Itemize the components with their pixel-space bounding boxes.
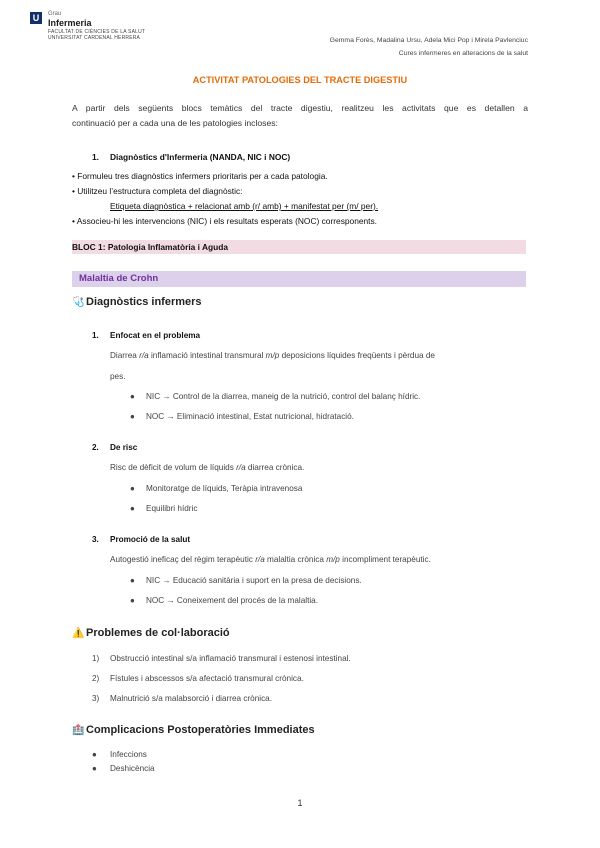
header-course: Cures infermeres en alteracions de la salut — [398, 50, 528, 57]
stethoscope-icon: 🩺 — [72, 297, 85, 308]
diagnostics-heading — [72, 296, 202, 308]
problem-item-1 — [92, 654, 351, 663]
hospital-icon: 🏥 — [72, 725, 85, 736]
diag2-text-b: diarrea crònica. — [245, 463, 305, 472]
problem-item-3 — [92, 694, 272, 703]
diag1-noc-text: NOC → Eliminació intestinal, Estat nutricional, hidratació. — [146, 412, 354, 421]
diag1-text — [110, 351, 435, 360]
diag3-mp: m/p — [326, 555, 340, 564]
complication-2-text: Deshicència — [110, 764, 155, 773]
diag2-item-1: ● Monitoratge de líquids, Teràpia intravenosa — [130, 484, 303, 493]
warning-icon: ⚠️ — [72, 628, 85, 639]
diag3-nic-text: NIC → Educació sanitària i suport en la presa de decisions. — [146, 576, 362, 585]
disease-title: Malaltia de Crohn — [79, 273, 159, 284]
problems-heading-text: Problemes de col·laboració — [86, 627, 230, 639]
task-bullet-2: • Utilitzeu l’estructura completa del diagnòstic: — [72, 186, 243, 196]
diag1-heading — [92, 331, 200, 340]
diag3-title: Promoció de la salut — [110, 535, 191, 544]
logo-line1: Grau — [48, 11, 62, 17]
complications-heading-text: Complicacions Postoperatòries Immediates — [86, 724, 315, 736]
diag2-ra: r/a — [236, 463, 246, 472]
disease-heading — [72, 271, 526, 287]
diag1-text-b: inflamació intestinal transmural — [148, 351, 266, 360]
problem-1-num: 1) — [92, 654, 100, 663]
diag1-mp: m/p — [265, 351, 280, 360]
diag1-noc: ● NOC → Eliminació intestinal, Estat nutricional, hidratació. — [130, 412, 354, 421]
diagnostics-heading-text: Diagnòstics infermers — [86, 296, 202, 308]
task-heading-text: Diagnòstics d'Infermeria (NANDA, NIC i NOC) — [110, 152, 291, 162]
task-number: 1. — [92, 152, 99, 162]
problem-1-text: Obstrucció intestinal s/a inflamació transmural i estenosi intestinal. — [110, 654, 351, 663]
task-bullet-3: • Associeu-hi les intervencions (NIC) i els resultats esperats (NOC) corresponents. — [72, 216, 378, 226]
complication-item-1: ● Infeccions — [92, 750, 147, 759]
task-formula: Etiqueta diagnòstica + relacionat amb (r/ amb) + manifestat per (m/ per). — [110, 201, 379, 211]
university-logo: U — [30, 12, 42, 24]
logo-line3: FACULTAT DE CIÈNCIES DE LA SALUT — [48, 29, 146, 35]
intro-line1: A partir dels següents blocs temàtics del tracte digestiu, realitzeu les activitats que es detallen a — [72, 103, 528, 113]
diag3-text — [110, 555, 431, 564]
diag2-item-2-text: Equilibri hídric — [146, 504, 198, 513]
bloc-heading: BLOC 1: Patologia Inflamatòria i Aguda — [72, 240, 526, 254]
diag1-nic: ● NIC → Control de la diarrea, maneig de la nutrició, control del balanç hídric. — [130, 392, 421, 401]
diag3-ra: r/a — [255, 555, 265, 564]
page-title: ACTIVITAT PATOLOGIES DEL TRACTE DIGESTIU — [192, 75, 408, 85]
diag1-nic-text: NIC → Control de la diarrea, maneig de la nutrició, control del balanç hídric. — [146, 392, 421, 401]
intro-line2: continuació per a cada una de les patologies incloses: — [72, 118, 278, 128]
diag2-text-a: Risc de dèficit de volum de líquids — [110, 463, 237, 472]
diag3-noc: ● NOC → Coneixement del procés de la malaltia. — [130, 596, 319, 605]
diag1-text-a: Diarrea — [110, 351, 140, 360]
diag1-ra: r/a — [139, 351, 149, 360]
diag2-item-2: ● Equilibri hídric — [130, 504, 198, 513]
diag1-text-c: deposicions líquides freqüents i pèrdua de — [279, 351, 435, 360]
diag2-text — [110, 463, 304, 472]
diag2-heading — [92, 443, 137, 452]
problem-3-num: 3) — [92, 694, 100, 703]
task-heading — [92, 152, 290, 162]
diag3-noc-text: NOC → Coneixement del procés de la malaltia. — [146, 596, 319, 605]
diag3-text-c: incompliment terapèutic. — [339, 555, 431, 564]
problem-3-text: Malnutrició s/a malabsorció i diarrea crònica. — [110, 694, 272, 703]
problem-2-num: 2) — [92, 674, 100, 683]
diag3-nic: ● NIC → Educació sanitària i suport en la presa de decisions. — [130, 576, 362, 585]
diag3-heading — [92, 535, 190, 544]
complication-item-2: ● Deshicència — [92, 764, 155, 773]
diag1-text-cont: pes. — [110, 372, 126, 381]
header-authors: Gemma Forès, Madalina Ursu, Adela Mici Pop i Mirela Pavlenciuc — [329, 37, 528, 44]
diag3-number: 3. — [92, 535, 99, 544]
complication-1-text: Infeccions — [110, 750, 147, 759]
problems-heading — [72, 627, 230, 639]
diag2-number: 2. — [92, 443, 99, 452]
diag1-number: 1. — [92, 331, 99, 340]
page-number: 1 — [297, 798, 303, 808]
diag2-title: De risc — [110, 443, 138, 452]
diag3-text-a: Autogestió ineficaç del règim terapèutic — [110, 555, 256, 564]
diag1-title: Enfocat en el problema — [110, 331, 201, 340]
problem-item-2 — [92, 674, 304, 683]
diag3-text-b: malaltia crònica — [264, 555, 327, 564]
complications-heading — [72, 724, 315, 736]
logo-line4: UNIVERSITAT CARDENAL HERRERA — [48, 35, 141, 41]
problem-2-text: Fístules i abscessos s/a afectació transmural crònica. — [110, 674, 304, 683]
logo-line2: Infermeria — [48, 18, 92, 28]
diag2-item-1-text: Monitoratge de líquids, Teràpia intravenosa — [146, 484, 303, 493]
task-bullet-1: • Formuleu tres diagnòstics infermers prioritaris per a cada patologia. — [72, 171, 328, 181]
